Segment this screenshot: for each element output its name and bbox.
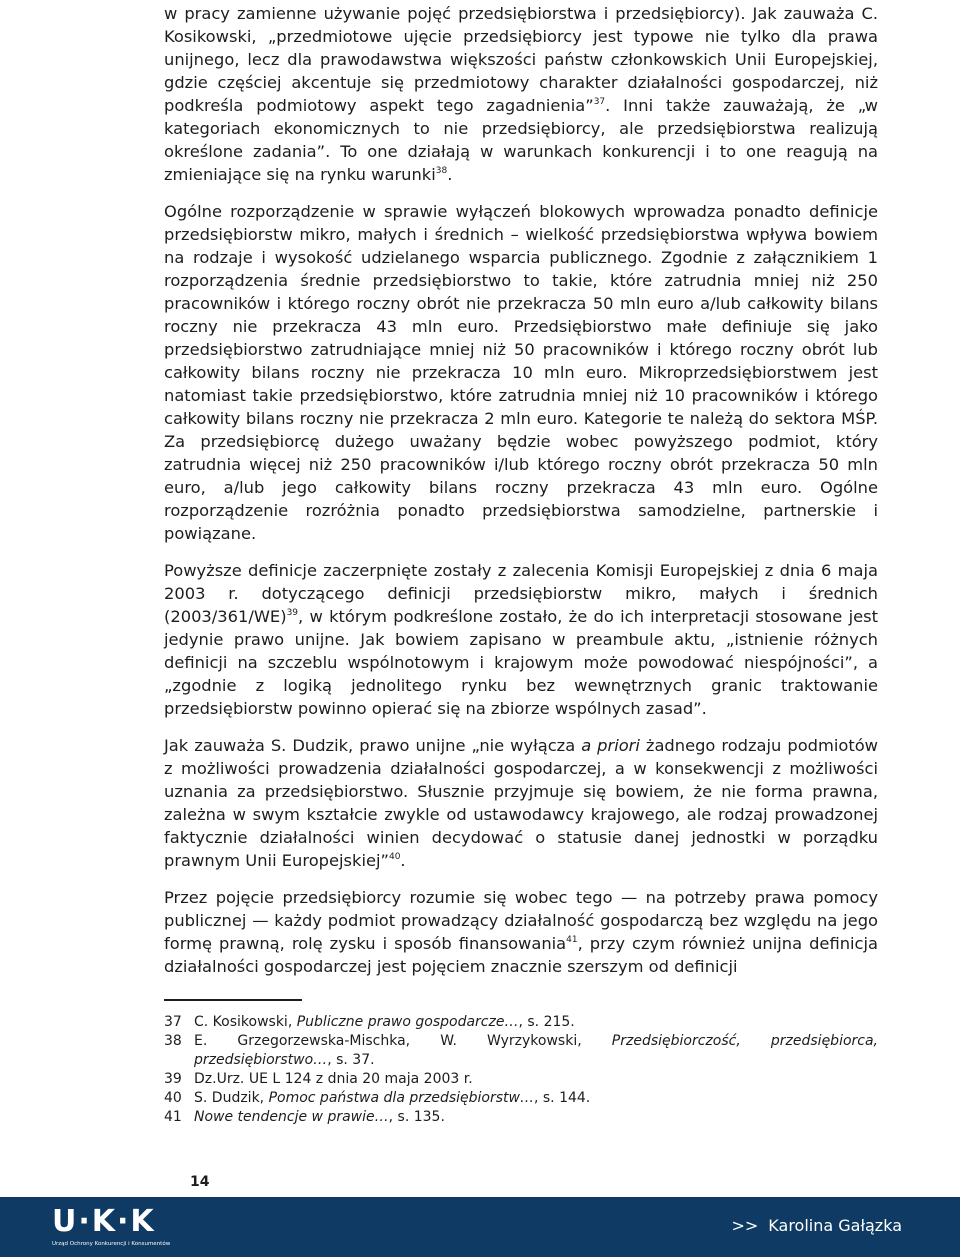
paragraph: Przez pojęcie przedsiębiorcy rozumie się wobec tego — na potrzeby prawa pomocy publicznej — każdy podmiot prowadzący działalność gospodarczą bez względu na jego formę prawną, rolę zysku i sposób finansowania$^{41}$, przy czym również unijna definicja działalności gospodarczej jest pojęciem znacznie szerszym od definicji [164, 888, 878, 976]
footnote-number: 38 [164, 1033, 182, 1049]
footnote-text: Dz.Urz. UE L 124 z dnia 20 maja 2003 r. [194, 1071, 473, 1087]
footer-bar [0, 1197, 960, 1257]
logo-caption: Urząd Ochrony Konkurencji i Konsumentów [52, 1241, 171, 1247]
uokik-logo: U·K·K [52, 1204, 156, 1239]
paragraph: Ogólne rozporządzenie w sprawie wyłączeń blokowych wprowadza ponadto definicje przedsiębiorstw mikro, małych i średnich – wielkość przedsiębiorstwa wpływa bowiem na rodzaje i wysokość udzielanego wsparcia publicznego. Zgodnie z załącznikiem 1 rozporządzenia średnie przedsiębiorstwo to takie, które zatrudnia mniej niż 250 pracowników i którego roczny obrót nie przekracza 50 mln euro a/lub całkowity bilans roczny nie przekracza 43 mln euro. Przedsiębiorstwo małe definiuje się jako przedsiębiorstwo zatrudniające mniej niż 50 pracowników i którego roczny obrót lub całkowity bilans roczny nie przekracza 10 mln euro. Mikroprzedsiębiorstwem jest natomiast takie przedsiębiorstwo, które zatrudnia mniej niż 10 pracowników i którego całkowity bilans roczny nie przekracza 2 mln euro. Kategorie te należą do sektora MŚP. Za przedsiębiorcę dużego uważany będzie wobec powyższego podmiot, który zatrudnia więcej niż 250 pracowników i/lub którego roczny obrót przekracza 50 mln euro, a/lub jego całkowity bilans roczny przekracza 43 mln euro. Ogólne rozporządzenie rozróżnia ponadto przedsiębiorstwa samodzielne, partnerskie i powiązane. [164, 202, 878, 543]
footnote [164, 1032, 878, 1070]
paragraph: Jak zauważa S. Dudzik, prawo unijne „nie wyłącza a priori żadnego rodzaju podmiotów z możliwości prowadzenia działalności gospodarczej, a w konsekwencji z możliwości uznania za przedsiębiorstwo. Słusznie przyjmuje się bowiem, że nie forma prawna, zależna w swym kształcie zwykle od ustawodawcy krajowego, ale rodzaj prowadzonej faktycznie działalności winien decydować o statusie danej jednostki w porządku prawnym Unii Europejskiej”$^{40}$. [164, 736, 878, 870]
footnote-text: E. Grzegorzewska-Mischka, W. Wyrzykowski, Przedsiębiorczość, przedsiębiorca, przedsiębiorstwo…, s. 37. [194, 1033, 879, 1068]
footnote-number: 39 [164, 1071, 182, 1087]
author-label [731, 1216, 902, 1236]
footnote [164, 1108, 878, 1127]
footnote-text: C. Kosikowski, Publiczne prawo gospodarcze…, s. 215. [194, 1014, 575, 1030]
footnote-number: 41 [164, 1109, 182, 1125]
footnote-separator [164, 999, 302, 1001]
footnote [164, 1070, 878, 1089]
page-number: 14 [190, 1174, 210, 1190]
footnote [164, 1013, 878, 1032]
footnote-text: Nowe tendencje w prawie…, s. 135. [194, 1109, 445, 1125]
author-name: Karolina Gałązka [768, 1216, 902, 1235]
footnote-number: 40 [164, 1090, 182, 1106]
paragraph: w pracy zamienne używanie pojęć przedsiębiorstwa i przedsiębiorcy). Jak zauważa C. Kosikowski, „przedmiotowe ujęcie przedsiębiorcy jest typowe nie tylko dla prawa unijnego, lecz dla prawodawstwa większości państw członkowskich Unii Europejskiej, gdzie częściej akcentuje się przedmiotowy charakter działalności gospodarczej, niż podkreśla podmiotowy aspekt tego zagadnienia”$^{37}$. Inni także zauważają, że „w kategoriach ekonomicznych to nie przedsiębiorcy, ale przedsiębiorstwa realizują określone zadania”. To one działają w warunkach konkurencji i to one reagują na zmieniające się na rynku warunki$^{38}$. [164, 4, 878, 184]
footnote-number: 37 [164, 1014, 182, 1030]
footnote [164, 1089, 878, 1108]
main-text [164, 2, 878, 978]
double-chevron-icon: >> [731, 1216, 759, 1235]
footnote-text: S. Dudzik, Pomoc państwa dla przedsiębiorstw…, s. 144. [194, 1090, 591, 1106]
footnotes [164, 1013, 878, 1127]
paragraph: Powyższe definicje zaczerpnięte zostały z zalecenia Komisji Europejskiej z dnia 6 maja 2003 r. dotyczącego definicji przedsiębiorstw mikro, małych i średnich $(2003/361/WE)^{39}$, w którym podkreślone zostało, że do ich interpretacji stosowane jest jedynie prawo unijne. Jak bowiem zapisano w preambule aktu, „istnienie różnych definicji na szczeblu wspólnotowym i krajowym może powodować niespójności”, a „zgodnie z logiką jednolitego rynku bez wewnętrznych granic traktowanie przedsiębiorstw powinno opierać się na zbiorze wspólnych zasad”. [164, 561, 878, 718]
